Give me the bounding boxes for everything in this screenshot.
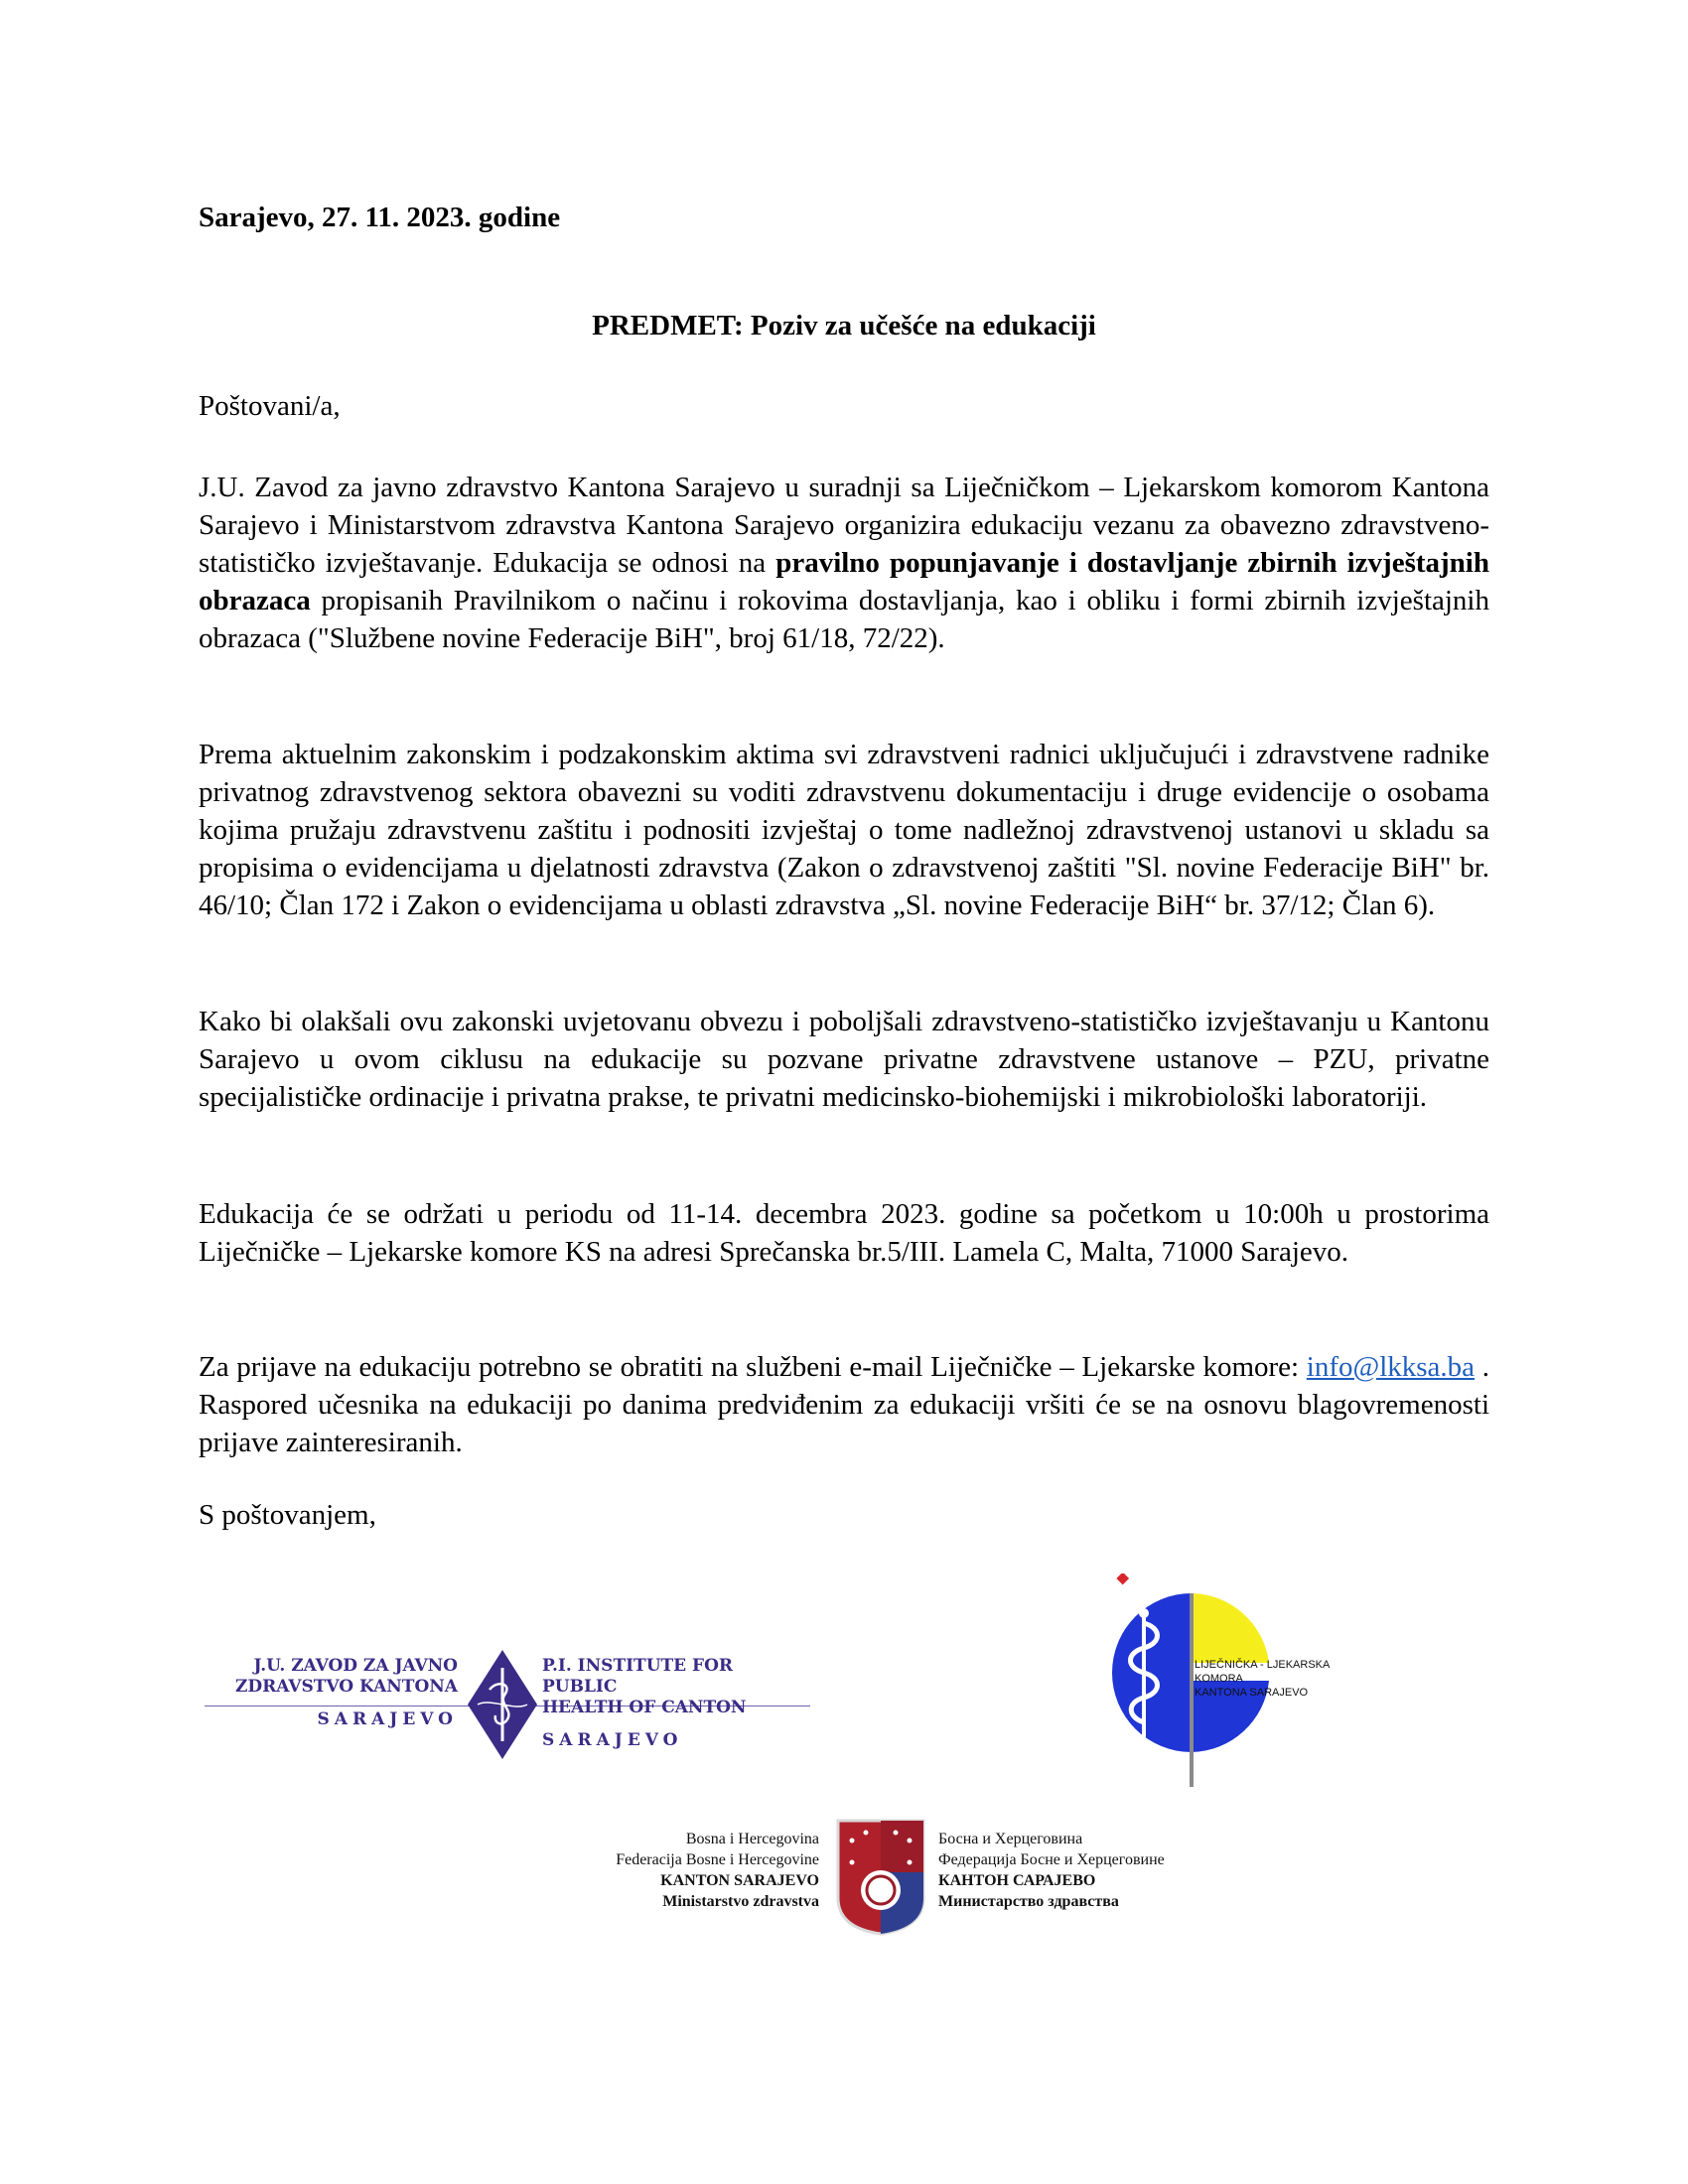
paragraph-5	[199, 1348, 1489, 1461]
ministry-cyrillic-text: Босна и Херцеговина Федерација Босне и Херцеговине КАНТОН САРАЈЕВО Министарство здравства	[938, 1831, 1165, 1910]
ministry-latin-text: Bosna i Hercegovina Federacija Bosne i Hercegovine KANTON SARAJEVO Ministarstvo zdravstva	[616, 1831, 819, 1910]
zzjz-logo-right-text: P.I. INSTITUTE FOR PUBLIC HEALTH OF CANTON SARAJEVO	[542, 1656, 747, 1750]
canton-coat-of-arms-icon	[836, 1819, 925, 1936]
paragraph-4: Edukacija će se održati u periodu od 11-14. decembra 2023. godine sa početkom u 10:00h u prostorima Liječničke – Ljekarske komore KS na adresi Sprečanska br.5/III. Lamela C, Malta, 71000 Sarajevo.	[199, 1198, 1489, 1268]
lkks-logo	[1082, 1573, 1340, 1787]
letter-date: Sarajevo, 27. 11. 2023. godine	[199, 202, 561, 233]
zzjz-logo-left-text: J.U. ZAVOD ZA JAVNO ZDRAVSTVO KANTONA SARAJEVO	[235, 1656, 458, 1729]
ministry-logo	[556, 1819, 1231, 1948]
email-link[interactable]: info@lkksa.ba	[1306, 1351, 1476, 1383]
lkks-logo-text: LIJEČNIČKA - LJEKARSKA KOMORA KANTONA SARAJEVO	[1195, 1659, 1331, 1699]
paragraph-2: Prema aktuelnim zakonskim i podzakonskim aktima svi zdravstveni radnici uključujući i zdravstvene radnike privatnog zdravstvenog sektora obavezni su voditi zdravstvenu dokumentaciju i druge evidencije o osobama kojima pružaju zdravstvenu zaštitu i podnositi izvještaj o tome nadležnoj zdravstvenoj ustanovi u skladu sa propisima o evidencijama u djelatnosti zdravstva (Zakon o zdravstvenoj zaštiti "Sl. novine Federacije BiH" br. 46/10; Član 172 i Zakon o evidencijama u oblasti zdravstva „Sl. novine Federacije BiH“ br. 37/12; Član 6).	[199, 739, 1489, 921]
paragraph-5-text-a: Za prijave na edukaciju potrebno se obratiti na službeni e-mail Liječničke – Ljekarske komore:	[199, 1351, 1307, 1383]
letter-subject: PREDMET: Poziv za učešće na edukaciji	[592, 310, 1096, 341]
letter-greeting: Poštovani/a,	[199, 390, 341, 422]
zzjz-logo	[205, 1650, 810, 1759]
paragraph-1-text-a: J.U. Zavod za javno zdravstvo Kantona Sarajevo u suradnji sa Liječničkom – Ljekarskom komorom Kantona Sarajevo i Ministarstvom zdravstva Kantona Sarajevo organizira edukaciju vezanu za obavezno zdravstveno-statističko izvještavanje. Edukacija se odnosi na	[199, 472, 1489, 579]
letter-closing: S poštovanjem,	[199, 1499, 376, 1531]
paragraph-1	[199, 469, 1489, 657]
paragraph-1-bold: pravilno popunjavanje i dostavljanje zbirnih izvještajnih obrazaca	[199, 547, 1489, 616]
zzjz-diamond-emblem-icon	[468, 1650, 537, 1759]
paragraph-3: Kako bi olakšali ovu zakonski uvjetovanu obvezu i poboljšali zdravstveno-statističko izvještavanju u Kantonu Sarajevo u ovom ciklusu na edukacije su pozvane privatne zdravstvene ustanove – PZU, privatne specijalističke ordinacije i privatna prakse, te privatni medicinsko-biohemijski i mikrobiološki laboratoriji.	[199, 1006, 1489, 1113]
paragraph-5-text-b: . Raspored učesnika na edukaciji po danima predviđenim za edukaciji vršiti će se na osnovu blagovremenosti prijave zainteresiranih.	[199, 1351, 1490, 1458]
paragraph-1-text-b: propisanih Pravilnikom o načinu i rokovima dostavljanja, kao i obliku i formi zbirnih izvještajnih obrazaca ("Službene novine Federacije BiH", broj 61/18, 72/22).	[199, 585, 1489, 654]
